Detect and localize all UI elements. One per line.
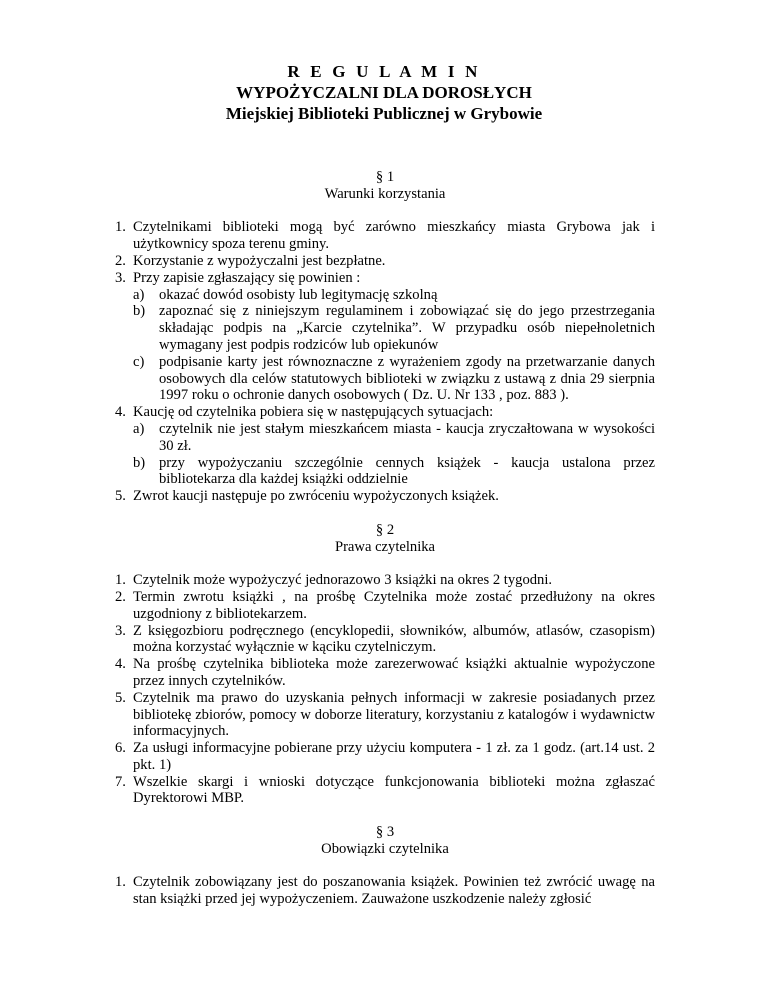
list-item-text: Czytelnik ma prawo do uzyskania pełnych informacji w zakresie posiadanych przez bibliotekę zbiorów, pomocy w doborze literatury, korzystaniu z katalogów i wydawnictw informacyjnych. bbox=[133, 689, 655, 740]
section-3-list bbox=[115, 874, 655, 908]
sub-item-text: okazać dowód osobisty lub legitymację szkolną bbox=[159, 286, 438, 303]
section-title: Warunki korzystania bbox=[324, 185, 446, 202]
list-item: 7. Wszelkie skargi i wnioski dotyczące funkcjonowania biblioteki można zgłaszać Dyrektorowi MBP. bbox=[115, 773, 655, 807]
list-item-text: Z księgozbioru podręcznego (encyklopedii, słowników, albumów, atlasów, czasopism) można korzystać wyłącznie w kąciku czytelniczym. bbox=[133, 622, 655, 656]
section-title: Obowiązki czytelnika bbox=[321, 840, 449, 857]
list-item: 5. Zwrot kaucji następuje po zwróceniu wypożyczonych książek. bbox=[115, 488, 499, 505]
library-name: Miejskiej Biblioteki Publicznej w Grybowie bbox=[225, 104, 543, 123]
list-item: 6. Za usługi informacyjne pobierane przy użyciu komputera - 1 zł. za 1 godz. (art.14 ust. 2 pkt. 1) bbox=[115, 740, 655, 773]
document-header bbox=[0, 61, 768, 124]
sub-list-item: c) podpisanie karty jest równoznaczne z wyrażeniem zgody na przetwarzanie danych osobowych dla celów statutowych biblioteki w związku z ustawą z dnia 29 sierpnia 1997 roku o ochronie danych osobowych ( Dz. U. Nr 133 , poz. 883 ). bbox=[133, 353, 655, 404]
section-3-heading bbox=[115, 824, 655, 858]
list-item: 4. Na prośbę czytelnika biblioteka może zarezerwować książki aktualnie wypożyczone przez innych czytelników. bbox=[115, 656, 655, 689]
list-item-text: Kaucję od czytelnika pobiera się w następujących sytuacjach: bbox=[133, 404, 494, 421]
list-item: 1. Czytelnik może wypożyczyć jednorazowo 3 książki na okres 2 tygodni. bbox=[115, 572, 553, 589]
list-item-text: Wszelkie skargi i wnioski dotyczące funkcjonowania biblioteki można zgłaszać Dyrektorowi MBP. bbox=[133, 773, 655, 807]
list-item: 2. Termin zwrotu książki , na prośbę Czytelnika może zostać przedłużony na okres uzgodniony z bibliotekarzem. bbox=[115, 588, 655, 622]
section-1-list bbox=[115, 219, 655, 505]
list-item-text: Przy zapisie zgłaszający się powinien : bbox=[133, 269, 361, 286]
list-item-text: Czytelnikami biblioteki mogą być zarówno mieszkańcy miasta Grybowa jak i użytkownicy spoza terenu gminy. bbox=[133, 219, 655, 253]
list-item-text: Termin zwrotu książki , na prośbę Czytelnika może zostać przedłużony na okres uzgodniony z bibliotekarzem. bbox=[133, 588, 655, 622]
list-item-text: Zwrot kaucji następuje po zwróceniu wypożyczonych książek. bbox=[133, 488, 499, 505]
list-item-text: Za usługi informacyjne pobierane przy użyciu komputera - 1 zł. za 1 godz. (art.14 ust. 2 pkt. 1) bbox=[133, 740, 655, 773]
sub-list-item: a) okazać dowód osobisty lub legitymację szkolną bbox=[133, 286, 438, 303]
sub-list-item: b) przy wypożyczaniu szczególnie cennych książek - kaucja ustalona przez bibliotekarza dla każdej książki oddzielnie bbox=[133, 454, 655, 488]
list-item: 1. Czytelnikami biblioteki mogą być zarówno mieszkańcy miasta Grybowa jak i użytkownicy spoza terenu gminy. bbox=[115, 219, 655, 253]
sub-item-text: zapoznać się z niniejszym regulaminem i zobowiązać się do jego przestrzegania składając podpis na „Karcie czytelnika”. W przypadku osób niepełnoletnich wymagany jest podpis rodziców lub opiekunów bbox=[159, 303, 655, 353]
section-number: § 1 bbox=[375, 169, 395, 185]
document-title: R E G U L A M I N bbox=[287, 62, 481, 81]
sub-item-text: podpisanie karty jest równoznaczne z wyrażeniem zgody na przetwarzanie danych osobowych dla celów statutowych biblioteki w związku z ustawą z dnia 29 sierpnia 1997 roku o ochronie danych osobowych ( Dz. U. Nr 133 , poz. 883 ). bbox=[159, 353, 655, 404]
sub-list-item: b) zapoznać się z niniejszym regulaminem i zobowiązać się do jego przestrzegania składając podpis na „Karcie czytelnika”. W przypadku osób niepełnoletnich wymagany jest podpis rodziców lub opiekunów bbox=[133, 303, 655, 353]
list-item: 2. Korzystanie z wypożyczalni jest bezpłatne. bbox=[115, 252, 386, 269]
list-item-text: Czytelnik może wypożyczyć jednorazowo 3 książki na okres 2 tygodni. bbox=[133, 572, 553, 589]
document-subtitle: WYPOŻYCZALNI DLA DOROSŁYCH bbox=[236, 83, 532, 102]
sub-item-text: czytelnik nie jest stałym mieszkańcem miasta - kaucja zryczałtowana w wysokości 30 zł. bbox=[159, 420, 655, 454]
list-item: 1. Czytelnik zobowiązany jest do poszanowania książek. Powinien też zwrócić uwagę na stan książki przed jej wypożyczeniem. Zauważone uszkodzenie należy zgłosić bbox=[115, 874, 655, 908]
sub-list-item: a) czytelnik nie jest stałym mieszkańcem miasta - kaucja zryczałtowana w wysokości 30 zł. bbox=[133, 420, 655, 454]
list-item: 4. Kaucję od czytelnika pobiera się w następujących sytuacjach: bbox=[115, 404, 494, 421]
list-item: 3. Przy zapisie zgłaszający się powinien : bbox=[115, 269, 361, 286]
list-item: 3. Z księgozbioru podręcznego (encyklopedii, słowników, albumów, atlasów, czasopism) można korzystać wyłącznie w kąciku czytelniczym. bbox=[115, 622, 655, 656]
section-2-list bbox=[115, 572, 655, 807]
section-number: § 3 bbox=[375, 824, 395, 841]
section-title: Prawa czytelnika bbox=[334, 538, 436, 555]
section-number: § 2 bbox=[375, 521, 395, 538]
list-item-text: Korzystanie z wypożyczalni jest bezpłatne. bbox=[133, 252, 386, 269]
section-2-heading bbox=[115, 522, 655, 556]
sub-item-text: przy wypożyczaniu szczególnie cennych książek - kaucja ustalona przez bibliotekarza dla każdej książki oddzielnie bbox=[159, 454, 655, 488]
list-item-text: Na prośbę czytelnika biblioteka może zarezerwować książki aktualnie wypożyczone przez innych czytelników. bbox=[133, 656, 655, 689]
list-item: 5. Czytelnik ma prawo do uzyskania pełnych informacji w zakresie posiadanych przez bibliotekę zbiorów, pomocy w doborze literatury, korzystaniu z katalogów i wydawnictw informacyjnych. bbox=[115, 689, 655, 740]
section-1-heading bbox=[115, 169, 655, 203]
list-item-text: Czytelnik zobowiązany jest do poszanowania książek. Powinien też zwrócić uwagę na stan książki przed jej wypożyczeniem. Zauważone uszkodzenie należy zgłosić bbox=[133, 874, 655, 908]
document-body bbox=[115, 169, 655, 908]
